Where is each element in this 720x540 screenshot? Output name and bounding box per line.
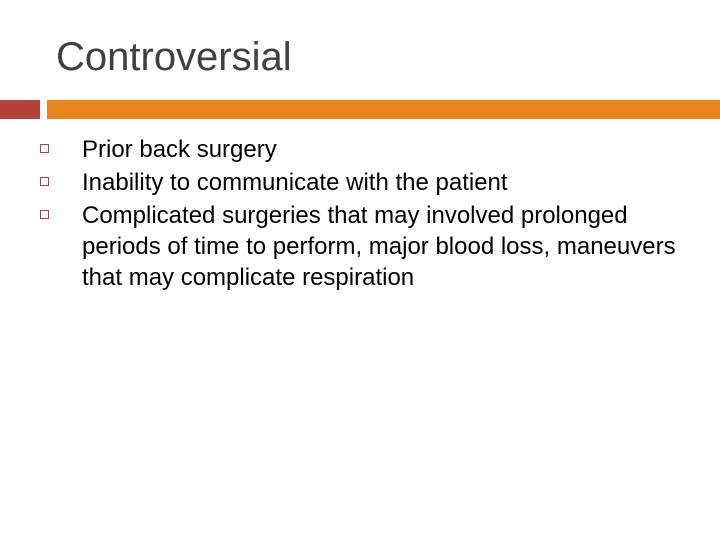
bullet-item xyxy=(0,134,720,165)
hollow-square-icon xyxy=(40,177,49,186)
bullet-item xyxy=(0,200,720,293)
bullet-text: Complicated surgeries that may involved prolonged periods of time to perform, major blood loss, maneuvers that may complicate respiration xyxy=(82,202,676,291)
hollow-square-icon xyxy=(40,210,49,219)
bullet-item xyxy=(0,167,720,198)
title-accent-bar-left xyxy=(0,100,40,119)
bullet-text: Prior back surgery xyxy=(82,136,277,163)
title-accent-bar-right xyxy=(47,100,720,119)
hollow-square-icon xyxy=(40,144,49,153)
bullet-text: Inability to communicate with the patient xyxy=(82,169,508,196)
bullet-list xyxy=(0,134,720,295)
slide-title: Controversial xyxy=(56,35,292,79)
